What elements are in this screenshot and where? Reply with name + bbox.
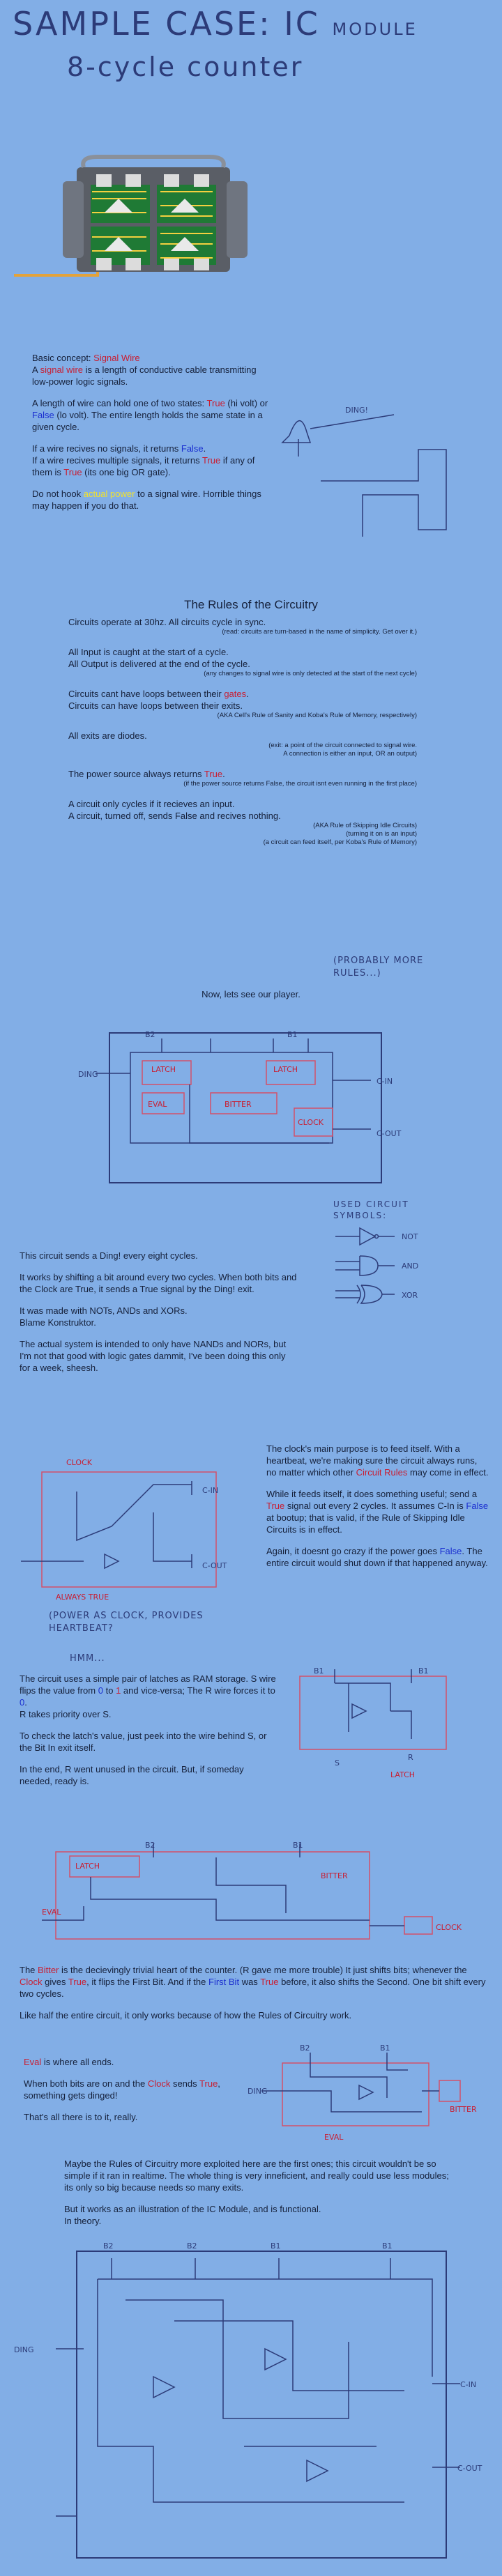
basic-warning: Do not hook actual power to a signal wire. Horrible things may happen if you do that. [32,489,261,511]
title-line2: 8-cycle counter [67,52,304,82]
final-b2-right: B2 [187,2241,197,2251]
latch-diagram [286,1662,474,1781]
latch-r: R [408,1753,413,1762]
final-b2-left: B2 [103,2241,114,2251]
bitter-b1: B1 [293,1841,303,1850]
bitter-diagram [42,1837,467,1955]
symbols-legend [332,1221,471,1305]
clock-p1: The clock's main purpose is to feed itself. With a heartbeat, we're making sure the circuit always runs, no matter which other Circuit Rules may come in effect. [266,1443,489,1478]
symbol-not-label: NOT [402,1232,418,1241]
diag-b2: B2 [145,1030,155,1039]
bitter-b2: B2 [145,1841,155,1850]
probably-more-rules-note: (PROBABLY MORE RULES...) [333,956,424,979]
latch-text [20,1673,277,1797]
latch-b-right: B1 [418,1666,429,1676]
symbol-xor-label: XOR [402,1291,418,1300]
diag-bitter: BITTER [225,1100,252,1109]
eval-p3: That's all there is to it, really. [24,2112,138,2122]
eval-diagram [248,2042,495,2147]
latch-p3: In the end, R went unused in the circuit. But, if someday needed, ready is. [20,1764,244,1786]
clock-cout: C-OUT [202,1561,227,1570]
diag-cin: C-IN [376,1077,393,1086]
rule-2: All Input is caught at the start of a cycle. All Output is delivered at the end of the cycle. (any changes to signal wire is only detected at the start of the next cycle) [68,647,417,677]
clock-hmm-note: HMM... [70,1653,105,1664]
basic-concept [32,352,269,521]
latch-b-left: B1 [314,1666,324,1676]
rule-4: All exits are diodes. (exit: a point of the circuit connected to signal wire. A connection is either an input, OR an output) [68,730,417,758]
intro-p3: It was made with NOTs, ANDs and XORs. Blame Konstruktor. [20,1305,188,1328]
intro-p4: The actual system is intended to only have NANDs and NORs, but I'm not that good with logic gates dammit, I've been doing this only for a week, sheesh. [20,1339,287,1373]
final-b1-right: B1 [382,2241,393,2251]
final-cin: C-IN [460,2380,477,2389]
eval-p2: When both bits are on and the Clock sends True, something gets dinged! [24,2078,220,2101]
diag-latch-2: LATCH [273,1065,298,1074]
latch-p2: To check the latch's value, just peek into the wire behind S, or the Bit In exit itself. [20,1731,267,1753]
clock-p3: Again, it doesnt go crazy if the power goes False. The entire circuit would shut down if that happened anyway. [266,1546,488,1568]
bitter-text [20,1964,487,2031]
basic-lead: Basic concept: Signal Wire A signal wire is a length of conductive cable transmitting low-power logic signals. [32,353,257,387]
ding-sketch [279,390,488,544]
clock-title: CLOCK [66,1458,92,1467]
title-main: SAMPLE CASE: IC [13,5,320,43]
latch-s: S [335,1758,340,1768]
symbol-and-label: AND [402,1262,419,1271]
eval-title: EVAL [324,2133,344,2142]
title-line1 [13,6,418,47]
ding-note: DING! [345,406,368,415]
bitter-clock-label: CLOCK [436,1923,462,1932]
rules-heading: The Rules of the Circuitry [184,598,318,611]
bitter-eval-label: EVAL [42,1908,61,1917]
basic-states: A length of wire can hold one of two states: True (hi volt) or False (lo volt). The entire length holds the same state in a given cycle. [32,398,268,432]
intro [20,1250,298,1383]
diag-ding: DING [78,1070,98,1079]
bitter-p1: The Bitter is the decievingly trivial heart of the counter. (R gave me more trouble) It just shifts bits; whenever the Clock gives True, it flips the First Bit. And if the First Bit was True before, it also shifts the Second. One bit shift every two cycles. [20,1965,486,1999]
clock-diagram [14,1443,244,1603]
bitter-title: BITTER [321,1871,348,1880]
rule-3: Circuits cant have loops between their gates. Circuits can have loops between their exits. (AKA Cell's Rule of Sanity and Koba's Rule of Memory, respectively) [68,689,417,719]
rule-1: Circuits operate at 30hz. All circuits cycle in sync. (read: circuits are turn-based in the name of simplicity. Get over it.) [68,617,417,636]
ic-module-illustration [14,153,293,282]
diag-cout: C-OUT [376,1129,402,1138]
latch-title: LATCH [390,1770,416,1779]
rules-list [68,616,417,847]
final-ding: DING [14,2345,34,2354]
symbols-title: USED CIRCUIT SYMBOLS: [333,1199,409,1220]
clock-power-note: (POWER AS CLOCK, PROVIDES HEARTBEAT? [49,1611,204,1634]
bitter-latch-label: LATCH [75,1862,100,1871]
diag-eval: EVAL [148,1100,167,1109]
clock-p2: While it feeds itself, it does something useful; send a True signal out every 2 cycles. It assumes C-In is False at bootup; that is valid, if the Rule of Skipping Idle Circuits is in effect. [266,1489,489,1535]
title-module: MODULE [332,20,418,39]
outro-p2: But it works as an illustration of the IC Module, and is functional. In theory. [64,2204,321,2226]
latch-p1: The circuit uses a simple pair of latches as RAM storage. S wire flips the value from 0 to 1 and vice-versa; The R wire forces it to 0. R takes priority over S. [20,1673,276,1719]
intro-p2: It works by shifting a bit around every two cycles. When both bits and the Clock are True, it sends a True signal by the Ding! exit. [20,1272,297,1294]
final-b1-left: B1 [271,2241,281,2251]
player-heading: Now, lets see our player. [201,989,301,999]
final-cout: C-OUT [457,2464,482,2473]
rule-5: The power source always returns True. (if the power source returns False, the circuit isnt even running in the first place) [68,769,417,788]
eval-bitter-label: BITTER [450,2105,477,2114]
final-circuit-diagram [14,2237,495,2572]
outro-text [64,2158,455,2237]
eval-b1: B1 [380,2044,390,2053]
main-circuit-diagram [78,1025,413,1192]
outro-p1: Maybe the Rules of Circuitry more exploited here are the first ones; this circuit wouldn't be so simple if it ran in realtime. The whole thing is very inneficient, and really could use less modules; its only so big because needs so many exits. [64,2159,449,2193]
and-symbol [335,1256,395,1275]
eval-b2: B2 [300,2044,310,2053]
rule-6: A circuit only cycles if it recieves an input. A circuit, turned off, sends False and recives nothing. (AKA Rule of Skipping Idle Circuits) (turning it on is an input) (a circuit can feed itself, per Koba's Rule of Memory) [68,799,417,846]
diag-clock: CLOCK [298,1118,324,1127]
xor-symbol [335,1285,395,1303]
basic-multiple: If a wire recives no signals, it returns False. If a wire recives multiple signals, it returns True if any of them is True (its one big OR gate). [32,443,255,477]
eval-text [24,2056,247,2133]
diag-b1: B1 [287,1030,298,1039]
intro-p1: This circuit sends a Ding! every eight cycles. [20,1250,198,1261]
not-symbol [335,1228,395,1245]
bitter-p2: Like half the entire circuit, it only works because of how the Rules of Circuitry work. [20,2010,352,2021]
clock-always-true: ALWAYS TRUE [56,1593,109,1602]
clock-cin: C-IN [202,1486,219,1495]
eval-ding: DING [248,2087,268,2096]
clock-text [266,1443,489,1579]
eval-p1: Eval is where all ends. [24,2057,114,2067]
diag-latch-1: LATCH [151,1065,176,1074]
